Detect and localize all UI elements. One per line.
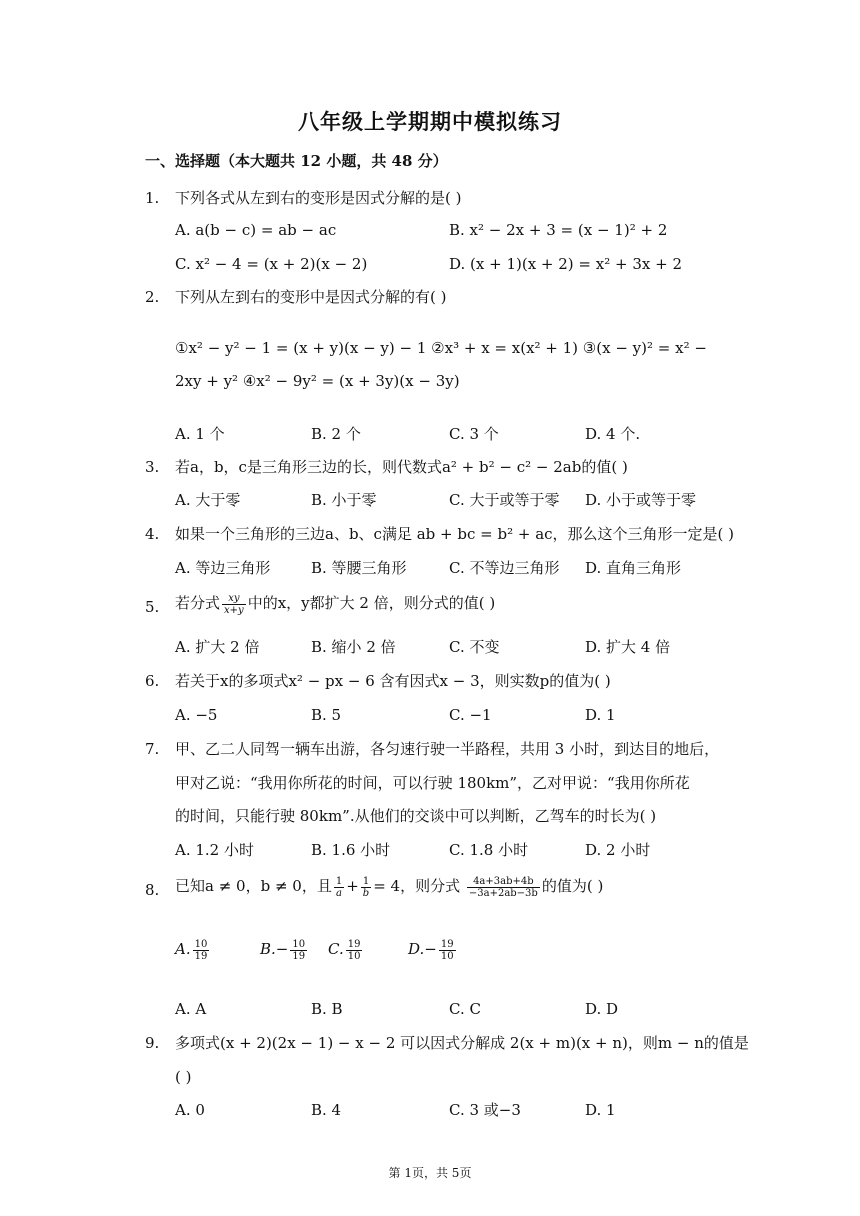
question-2-option-a: A. 1 个	[175, 425, 225, 443]
sub-option-label: B.	[260, 940, 276, 958]
question-5-fraction	[222, 593, 246, 616]
fraction-denominator: 10	[347, 950, 361, 962]
question-8-fraction-3	[467, 876, 540, 899]
question-8-fraction-2	[361, 876, 371, 899]
question-8-option-c: C. C	[449, 1000, 481, 1018]
question-3-option-b: B. 小于零	[311, 491, 377, 509]
sub-option-fraction	[290, 939, 307, 962]
question-2-number: 2.	[145, 288, 160, 306]
question-1-text: 下列各式从左到右的变形是因式分解的是( )	[175, 189, 462, 207]
fraction-numerator: 4a+3ab+4b	[467, 876, 540, 888]
question-2-line-2: 2xy + y² ④x² − 9y² = (x + 3y)(x − 3y)	[175, 372, 460, 390]
fraction-numerator: 1	[361, 876, 371, 888]
question-5-text-post: 中的x，y都扩大 2 倍，则分式的值( )	[247, 594, 496, 612]
sub-option-sign: −	[275, 940, 289, 958]
question-2-option-c: C. 3 个	[449, 425, 499, 443]
sub-option-fraction	[439, 939, 456, 962]
question-1-option-b: B. x² − 2x + 3 = (x − 1)² + 2	[449, 221, 668, 239]
question-4-option-a: A. 等边三角形	[175, 559, 271, 577]
fraction-numerator: 10	[292, 938, 306, 950]
fraction-numerator: 1	[335, 875, 343, 887]
section-heading: 一、选择题（本大题共 12 小题，共 48 分）	[145, 152, 448, 170]
question-4-text: 如果一个三角形的三边a、b、c满足 ab + bc = b² + ac，那么这个三角形一定是( )	[175, 525, 735, 543]
question-5-option-a: A. 扩大 2 倍	[175, 638, 260, 656]
question-8-option-b: B. B	[311, 1000, 343, 1018]
question-8-fraction-1	[334, 876, 344, 899]
question-4-option-c: C. 不等边三角形	[449, 559, 560, 577]
question-5-number: 5.	[145, 598, 160, 616]
fraction-numerator: 19	[347, 938, 361, 950]
sub-option-sign: −	[424, 940, 437, 958]
question-2-text: 下列从左到右的变形中是因式分解的有( )	[175, 288, 447, 306]
question-8-text-post: 的值为( )	[541, 877, 604, 895]
question-5-option-b: B. 缩小 2 倍	[311, 638, 396, 656]
page-title: 八年级上学期期中模拟练习	[298, 109, 562, 134]
fraction-denominator: a	[336, 887, 343, 899]
question-8-number: 8.	[145, 881, 160, 899]
question-1-option-c: C. x² − 4 = (x + 2)(x − 2)	[175, 255, 368, 273]
question-3-number: 3.	[145, 458, 160, 476]
fraction-denominator: 19	[292, 950, 306, 962]
fraction-denominator: −3a+2ab−3b	[468, 887, 538, 899]
question-5-text-pre: 若分式	[175, 594, 221, 612]
question-8-sub-option-a	[175, 938, 211, 962]
question-7-option-a: A. 1.2 小时	[175, 841, 254, 859]
question-3-option-d: D. 小于或等于零	[585, 491, 697, 509]
plus-sign: +	[346, 877, 359, 895]
question-3-option-a: A. 大于零	[175, 491, 241, 509]
question-8-text-pre: 已知a ≠ 0，b ≠ 0，且	[175, 877, 332, 895]
question-4-number: 4.	[145, 525, 160, 543]
question-8-sub-option-b	[260, 938, 309, 962]
page-footer: 第 1页，共 5页	[388, 1166, 472, 1180]
question-2-line-1: ①x² − y² − 1 = (x + y)(x − y) − 1 ②x³ + x = x(x² + 1) ③(x − y)² = x² −	[175, 339, 707, 357]
question-7-line-3: 的时间，只能行驶 80km”.从他们的交谈中可以判断，乙驾车的时长为( )	[175, 807, 657, 825]
question-9-option-c: C. 3 或−3	[449, 1101, 521, 1119]
question-8-sub-option-c	[328, 938, 364, 962]
question-6-option-c: C. −1	[449, 706, 492, 724]
question-9-option-a: A. 0	[175, 1101, 205, 1119]
question-9-line-2: ( )	[175, 1068, 192, 1086]
fraction-denominator: b	[362, 887, 370, 899]
fraction-denominator: 10	[440, 950, 454, 962]
question-7-option-c: C. 1.8 小时	[449, 841, 529, 859]
question-7-option-b: B. 1.6 小时	[311, 841, 391, 859]
question-7-line-1: 甲、乙二人同驾一辆车出游，各匀速行驶一半路程，共用 3 小时，到达目的地后，	[175, 740, 720, 758]
question-6-number: 6.	[145, 672, 160, 690]
question-4-option-b: B. 等腰三角形	[311, 559, 407, 577]
question-7-number: 7.	[145, 740, 160, 758]
question-9-line-1: 多项式(x + 2)(2x − 1) − x − 2 可以因式分解成 2(x + m)(x + n)，则m − n的值是	[175, 1034, 749, 1052]
sub-option-label: A.	[175, 940, 191, 958]
question-3-text: 若a，b，c是三角形三边的长，则代数式a² + b² − c² − 2ab的值( )	[175, 458, 628, 476]
question-6-text: 若关于x的多项式x² − px − 6 含有因式x − 3，则实数p的值为( )	[175, 672, 611, 690]
sub-option-fraction	[346, 939, 363, 962]
question-9-option-b: B. 4	[311, 1101, 342, 1119]
sub-option-label: C.	[328, 940, 344, 958]
question-6-option-a: A. −5	[175, 706, 218, 724]
question-8-sub-option-d	[408, 938, 458, 962]
question-7-option-d: D. 2 小时	[585, 841, 651, 859]
fraction-numerator: 19	[440, 938, 454, 950]
question-5-option-d: D. 扩大 4 倍	[585, 638, 671, 656]
sub-option-fraction	[193, 939, 210, 962]
fraction-denominator: x+y	[224, 604, 244, 616]
question-2-option-b: B. 2 个	[311, 425, 361, 443]
question-6-option-b: B. 5	[311, 706, 342, 724]
question-1-option-d: D. (x + 1)(x + 2) = x² + 3x + 2	[449, 255, 682, 273]
question-5-option-c: C. 不变	[449, 638, 500, 656]
question-1-number: 1.	[145, 189, 160, 207]
question-1-option-a: A. a(b − c) = ab − ac	[175, 221, 337, 239]
question-8-text-mid: = 4，则分式	[373, 877, 461, 895]
question-8-option-a: A. A	[175, 1000, 207, 1018]
question-6-option-d: D. 1	[585, 706, 616, 724]
question-8-option-d: D. D	[585, 1000, 619, 1018]
fraction-numerator: xy	[222, 593, 246, 605]
question-2-option-d: D. 4 个.	[585, 425, 641, 443]
question-9-option-d: D. 1	[585, 1101, 616, 1119]
fraction-denominator: 19	[194, 950, 208, 962]
question-5-text	[175, 592, 495, 616]
question-4-option-d: D. 直角三角形	[585, 559, 682, 577]
question-9-number: 9.	[145, 1034, 160, 1052]
question-8-text	[175, 875, 603, 899]
question-3-option-c: C. 大于或等于零	[449, 491, 560, 509]
question-7-line-2: 甲对乙说：“我用你所花的时间，可以行驶 180km”，乙对甲说：“我用你所花	[175, 774, 690, 792]
fraction-numerator: 10	[194, 938, 208, 950]
sub-option-label: D.	[408, 940, 425, 958]
